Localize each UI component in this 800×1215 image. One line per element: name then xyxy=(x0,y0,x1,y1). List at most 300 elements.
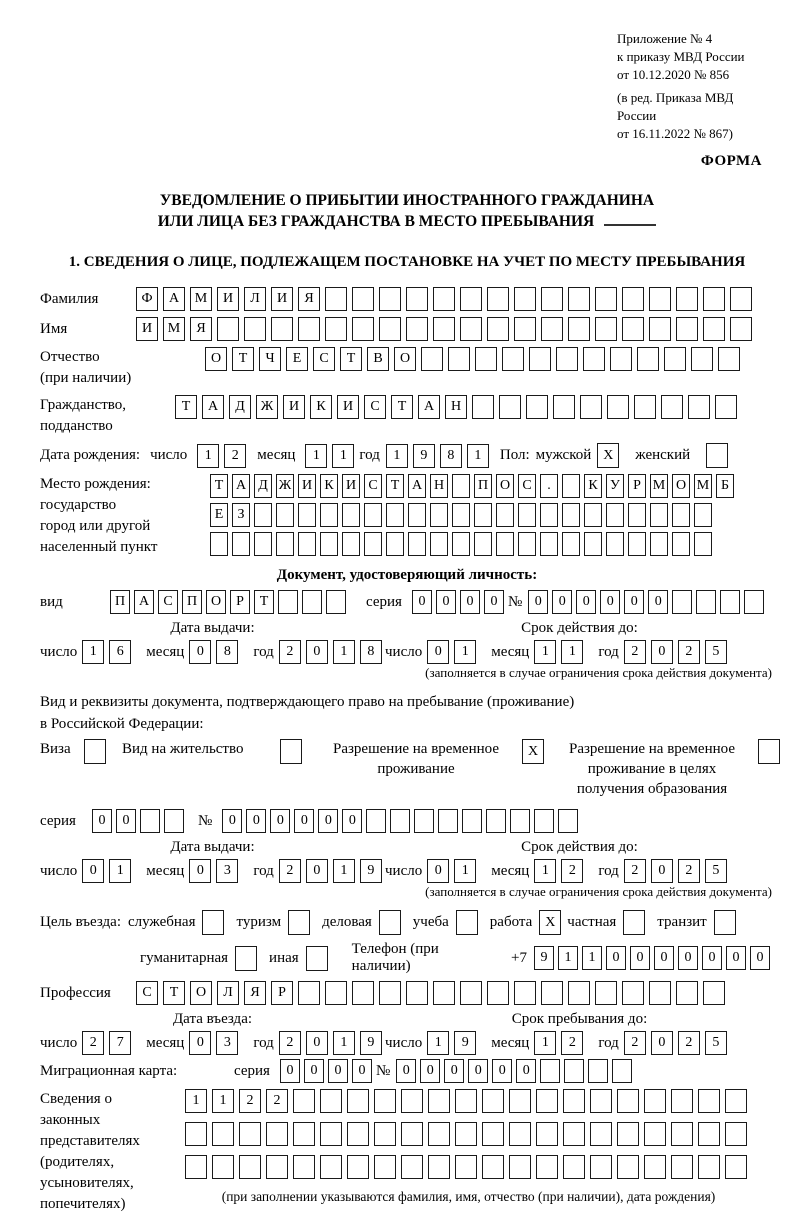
char-box[interactable] xyxy=(482,1122,504,1146)
char-box[interactable] xyxy=(347,1089,369,1113)
char-box[interactable] xyxy=(725,1122,747,1146)
char-box[interactable] xyxy=(590,1122,612,1146)
char-box[interactable]: 0 xyxy=(246,809,266,833)
char-box[interactable] xyxy=(320,1122,342,1146)
char-box[interactable] xyxy=(293,1155,315,1179)
char-box[interactable] xyxy=(580,395,602,419)
char-box[interactable]: О xyxy=(206,590,226,614)
char-box[interactable] xyxy=(622,287,644,311)
char-box[interactable] xyxy=(428,1089,450,1113)
char-box[interactable]: М xyxy=(694,474,712,498)
char-box[interactable]: С xyxy=(158,590,178,614)
purpose-other-checkbox[interactable] xyxy=(306,946,328,971)
char-box[interactable] xyxy=(691,347,713,371)
char-box[interactable] xyxy=(676,317,698,341)
char-box[interactable]: 0 xyxy=(552,590,572,614)
char-box[interactable] xyxy=(462,809,482,833)
char-box[interactable] xyxy=(374,1155,396,1179)
char-box[interactable]: 1 xyxy=(467,444,489,468)
char-box[interactable] xyxy=(588,1059,608,1083)
char-box[interactable] xyxy=(694,532,712,556)
char-box[interactable] xyxy=(606,532,624,556)
char-box[interactable]: Т xyxy=(232,347,254,371)
char-box[interactable]: Д xyxy=(254,474,272,498)
char-box[interactable]: Ж xyxy=(276,474,294,498)
char-box[interactable]: 3 xyxy=(216,1031,238,1055)
char-box[interactable] xyxy=(672,590,692,614)
char-box[interactable] xyxy=(518,532,536,556)
char-box[interactable]: О xyxy=(496,474,514,498)
purpose-humanitarian-checkbox[interactable] xyxy=(235,946,257,971)
char-box[interactable] xyxy=(698,1122,720,1146)
char-box[interactable] xyxy=(298,503,316,527)
char-box[interactable] xyxy=(455,1089,477,1113)
char-box[interactable] xyxy=(584,503,602,527)
char-box[interactable] xyxy=(406,287,428,311)
char-box[interactable]: 1 xyxy=(109,859,131,883)
char-box[interactable] xyxy=(379,317,401,341)
char-box[interactable]: 2 xyxy=(678,640,700,664)
char-box[interactable]: А xyxy=(408,474,426,498)
char-box[interactable]: 0 xyxy=(92,809,112,833)
char-box[interactable]: 1 xyxy=(82,640,104,664)
char-box[interactable] xyxy=(271,317,293,341)
char-box[interactable]: 0 xyxy=(427,640,449,664)
char-box[interactable]: 2 xyxy=(624,640,646,664)
char-box[interactable]: 0 xyxy=(328,1059,348,1083)
char-box[interactable] xyxy=(320,503,338,527)
char-box[interactable] xyxy=(650,503,668,527)
char-box[interactable]: 0 xyxy=(420,1059,440,1083)
char-box[interactable]: 0 xyxy=(304,1059,324,1083)
char-box[interactable]: И xyxy=(342,474,360,498)
char-box[interactable]: 9 xyxy=(360,1031,382,1055)
char-box[interactable]: 7 xyxy=(109,1031,131,1055)
char-box[interactable] xyxy=(671,1155,693,1179)
char-box[interactable] xyxy=(254,532,272,556)
char-box[interactable]: 0 xyxy=(396,1059,416,1083)
char-box[interactable]: П xyxy=(474,474,492,498)
char-box[interactable]: 0 xyxy=(427,859,449,883)
char-box[interactable] xyxy=(325,981,347,1005)
char-box[interactable]: 9 xyxy=(454,1031,476,1055)
char-box[interactable] xyxy=(266,1155,288,1179)
char-box[interactable]: У xyxy=(606,474,624,498)
char-box[interactable] xyxy=(401,1122,423,1146)
char-box[interactable]: . xyxy=(540,474,558,498)
char-box[interactable]: И xyxy=(271,287,293,311)
char-box[interactable] xyxy=(390,809,410,833)
char-box[interactable] xyxy=(430,503,448,527)
char-box[interactable]: 1 xyxy=(332,444,354,468)
char-box[interactable] xyxy=(644,1089,666,1113)
char-box[interactable] xyxy=(408,532,426,556)
char-box[interactable] xyxy=(694,503,712,527)
char-box[interactable] xyxy=(514,317,536,341)
char-box[interactable] xyxy=(562,503,580,527)
char-box[interactable]: 1 xyxy=(454,640,476,664)
char-box[interactable] xyxy=(698,1155,720,1179)
char-box[interactable]: 9 xyxy=(534,946,554,970)
purpose-transit-checkbox[interactable] xyxy=(714,910,736,935)
char-box[interactable]: 0 xyxy=(600,590,620,614)
char-box[interactable] xyxy=(374,1122,396,1146)
char-box[interactable]: 8 xyxy=(216,640,238,664)
char-box[interactable]: А xyxy=(232,474,250,498)
char-box[interactable] xyxy=(455,1155,477,1179)
char-box[interactable] xyxy=(140,809,160,833)
char-box[interactable] xyxy=(644,1155,666,1179)
char-box[interactable] xyxy=(452,532,470,556)
char-box[interactable] xyxy=(534,809,554,833)
char-box[interactable]: Е xyxy=(210,503,228,527)
char-box[interactable] xyxy=(725,1089,747,1113)
char-box[interactable]: 0 xyxy=(116,809,136,833)
char-box[interactable] xyxy=(472,395,494,419)
char-box[interactable]: Н xyxy=(430,474,448,498)
char-box[interactable]: 0 xyxy=(306,1031,328,1055)
char-box[interactable] xyxy=(628,532,646,556)
char-box[interactable]: 2 xyxy=(279,859,301,883)
char-box[interactable] xyxy=(276,532,294,556)
char-box[interactable]: 0 xyxy=(750,946,770,970)
char-box[interactable] xyxy=(475,347,497,371)
char-box[interactable]: Я xyxy=(244,981,266,1005)
char-box[interactable] xyxy=(637,347,659,371)
char-box[interactable] xyxy=(347,1122,369,1146)
char-box[interactable]: А xyxy=(163,287,185,311)
char-box[interactable] xyxy=(499,395,521,419)
char-box[interactable]: 1 xyxy=(558,946,578,970)
char-box[interactable]: З xyxy=(232,503,250,527)
char-box[interactable] xyxy=(541,317,563,341)
char-box[interactable]: 0 xyxy=(270,809,290,833)
char-box[interactable] xyxy=(487,287,509,311)
char-box[interactable] xyxy=(217,317,239,341)
char-box[interactable]: Л xyxy=(244,287,266,311)
char-box[interactable]: 0 xyxy=(412,590,432,614)
char-box[interactable]: 1 xyxy=(197,444,219,468)
char-box[interactable] xyxy=(553,395,575,419)
char-box[interactable] xyxy=(563,1122,585,1146)
char-box[interactable] xyxy=(725,1155,747,1179)
char-box[interactable] xyxy=(509,1155,531,1179)
char-box[interactable] xyxy=(496,532,514,556)
char-box[interactable]: Р xyxy=(271,981,293,1005)
char-box[interactable]: А xyxy=(418,395,440,419)
char-box[interactable]: 1 xyxy=(534,1031,556,1055)
char-box[interactable] xyxy=(379,981,401,1005)
char-box[interactable] xyxy=(622,981,644,1005)
char-box[interactable] xyxy=(583,347,605,371)
char-box[interactable]: 8 xyxy=(360,640,382,664)
char-box[interactable] xyxy=(590,1089,612,1113)
char-box[interactable] xyxy=(730,317,752,341)
char-box[interactable]: 1 xyxy=(534,859,556,883)
char-box[interactable] xyxy=(352,287,374,311)
char-box[interactable]: 0 xyxy=(678,946,698,970)
char-box[interactable] xyxy=(374,1089,396,1113)
char-box[interactable] xyxy=(401,1155,423,1179)
char-box[interactable] xyxy=(487,317,509,341)
char-box[interactable]: 1 xyxy=(333,1031,355,1055)
char-box[interactable] xyxy=(703,287,725,311)
char-box[interactable] xyxy=(342,532,360,556)
char-box[interactable] xyxy=(617,1155,639,1179)
char-box[interactable]: О xyxy=(190,981,212,1005)
visa-checkbox[interactable] xyxy=(84,739,106,764)
char-box[interactable] xyxy=(664,347,686,371)
char-box[interactable] xyxy=(366,809,386,833)
char-box[interactable] xyxy=(617,1089,639,1113)
char-box[interactable] xyxy=(254,503,272,527)
char-box[interactable] xyxy=(298,981,320,1005)
char-box[interactable] xyxy=(540,532,558,556)
char-box[interactable] xyxy=(474,503,492,527)
char-box[interactable]: О xyxy=(205,347,227,371)
purpose-tourism-checkbox[interactable] xyxy=(288,910,310,935)
char-box[interactable] xyxy=(529,347,551,371)
char-box[interactable] xyxy=(558,809,578,833)
sex-male-checkbox[interactable]: X xyxy=(597,443,619,468)
char-box[interactable]: 0 xyxy=(576,590,596,614)
char-box[interactable]: Ж xyxy=(256,395,278,419)
char-box[interactable]: Е xyxy=(286,347,308,371)
char-box[interactable]: Т xyxy=(340,347,362,371)
char-box[interactable]: П xyxy=(110,590,130,614)
char-box[interactable] xyxy=(617,1122,639,1146)
char-box[interactable]: 0 xyxy=(318,809,338,833)
char-box[interactable]: Ч xyxy=(259,347,281,371)
char-box[interactable] xyxy=(536,1155,558,1179)
char-box[interactable] xyxy=(502,347,524,371)
char-box[interactable]: 0 xyxy=(528,590,548,614)
char-box[interactable] xyxy=(433,317,455,341)
char-box[interactable] xyxy=(672,532,690,556)
char-box[interactable]: 2 xyxy=(624,859,646,883)
char-box[interactable] xyxy=(606,503,624,527)
char-box[interactable]: Т xyxy=(175,395,197,419)
char-box[interactable] xyxy=(720,590,740,614)
char-box[interactable] xyxy=(540,503,558,527)
char-box[interactable]: 0 xyxy=(352,1059,372,1083)
char-box[interactable]: Т xyxy=(254,590,274,614)
char-box[interactable] xyxy=(482,1089,504,1113)
char-box[interactable]: 1 xyxy=(333,859,355,883)
char-box[interactable] xyxy=(320,1155,342,1179)
char-box[interactable]: Р xyxy=(230,590,250,614)
char-box[interactable]: А xyxy=(202,395,224,419)
char-box[interactable] xyxy=(352,981,374,1005)
char-box[interactable]: О xyxy=(394,347,416,371)
char-box[interactable] xyxy=(276,503,294,527)
char-box[interactable] xyxy=(212,1155,234,1179)
char-box[interactable]: 2 xyxy=(624,1031,646,1055)
char-box[interactable] xyxy=(676,981,698,1005)
char-box[interactable]: Д xyxy=(229,395,251,419)
char-box[interactable] xyxy=(541,981,563,1005)
char-box[interactable] xyxy=(703,981,725,1005)
char-box[interactable]: Л xyxy=(217,981,239,1005)
char-box[interactable]: 0 xyxy=(460,590,480,614)
char-box[interactable]: 5 xyxy=(705,859,727,883)
char-box[interactable] xyxy=(595,317,617,341)
char-box[interactable]: С xyxy=(364,474,382,498)
char-box[interactable] xyxy=(650,532,668,556)
char-box[interactable]: 1 xyxy=(386,444,408,468)
char-box[interactable] xyxy=(460,287,482,311)
char-box[interactable] xyxy=(703,317,725,341)
char-box[interactable]: 0 xyxy=(222,809,242,833)
char-box[interactable]: 3 xyxy=(216,859,238,883)
char-box[interactable] xyxy=(595,287,617,311)
char-box[interactable] xyxy=(293,1122,315,1146)
char-box[interactable]: К xyxy=(320,474,338,498)
purpose-business-checkbox[interactable] xyxy=(379,910,401,935)
char-box[interactable] xyxy=(634,395,656,419)
char-box[interactable]: В xyxy=(367,347,389,371)
char-box[interactable] xyxy=(595,981,617,1005)
char-box[interactable] xyxy=(185,1122,207,1146)
char-box[interactable]: И xyxy=(283,395,305,419)
char-box[interactable] xyxy=(386,532,404,556)
char-box[interactable] xyxy=(401,1089,423,1113)
residence-permit-checkbox[interactable] xyxy=(280,739,302,764)
char-box[interactable]: 2 xyxy=(678,859,700,883)
char-box[interactable] xyxy=(325,317,347,341)
char-box[interactable] xyxy=(386,503,404,527)
char-box[interactable]: К xyxy=(310,395,332,419)
char-box[interactable] xyxy=(406,981,428,1005)
char-box[interactable]: Т xyxy=(210,474,228,498)
char-box[interactable]: 0 xyxy=(654,946,674,970)
temp-residence-checkbox[interactable]: X xyxy=(522,739,544,764)
char-box[interactable]: 0 xyxy=(189,859,211,883)
char-box[interactable] xyxy=(541,287,563,311)
char-box[interactable]: 0 xyxy=(436,590,456,614)
char-box[interactable] xyxy=(536,1089,558,1113)
char-box[interactable]: 0 xyxy=(189,640,211,664)
char-box[interactable]: 0 xyxy=(189,1031,211,1055)
char-box[interactable] xyxy=(460,981,482,1005)
char-box[interactable] xyxy=(406,317,428,341)
char-box[interactable] xyxy=(325,287,347,311)
char-box[interactable] xyxy=(320,1089,342,1113)
char-box[interactable]: 2 xyxy=(224,444,246,468)
char-box[interactable]: Я xyxy=(298,287,320,311)
char-box[interactable] xyxy=(496,503,514,527)
char-box[interactable] xyxy=(239,1122,261,1146)
char-box[interactable] xyxy=(509,1089,531,1113)
char-box[interactable]: 0 xyxy=(306,859,328,883)
char-box[interactable] xyxy=(448,347,470,371)
char-box[interactable]: 0 xyxy=(342,809,362,833)
char-box[interactable] xyxy=(730,287,752,311)
char-box[interactable]: М xyxy=(650,474,668,498)
char-box[interactable] xyxy=(590,1155,612,1179)
char-box[interactable] xyxy=(379,287,401,311)
char-box[interactable] xyxy=(518,503,536,527)
char-box[interactable] xyxy=(164,809,184,833)
char-box[interactable] xyxy=(364,503,382,527)
char-box[interactable]: 0 xyxy=(280,1059,300,1083)
char-box[interactable] xyxy=(428,1122,450,1146)
char-box[interactable] xyxy=(482,1155,504,1179)
char-box[interactable]: 6 xyxy=(109,640,131,664)
char-box[interactable] xyxy=(562,474,580,498)
char-box[interactable]: 0 xyxy=(516,1059,536,1083)
char-box[interactable]: 2 xyxy=(561,1031,583,1055)
char-box[interactable] xyxy=(266,1122,288,1146)
char-box[interactable] xyxy=(232,532,250,556)
char-box[interactable] xyxy=(509,1122,531,1146)
char-box[interactable]: Т xyxy=(386,474,404,498)
char-box[interactable] xyxy=(347,1155,369,1179)
char-box[interactable] xyxy=(649,317,671,341)
char-box[interactable] xyxy=(278,590,298,614)
char-box[interactable]: Я xyxy=(190,317,212,341)
char-box[interactable]: 1 xyxy=(582,946,602,970)
purpose-work-checkbox[interactable]: X xyxy=(539,910,561,935)
char-box[interactable] xyxy=(486,809,506,833)
char-box[interactable] xyxy=(568,287,590,311)
char-box[interactable] xyxy=(649,981,671,1005)
char-box[interactable]: И xyxy=(337,395,359,419)
char-box[interactable]: М xyxy=(163,317,185,341)
char-box[interactable] xyxy=(514,287,536,311)
char-box[interactable]: 2 xyxy=(82,1031,104,1055)
char-box[interactable]: 1 xyxy=(185,1089,207,1113)
char-box[interactable] xyxy=(320,532,338,556)
char-box[interactable] xyxy=(540,1059,560,1083)
char-box[interactable] xyxy=(584,532,602,556)
char-box[interactable]: 0 xyxy=(444,1059,464,1083)
char-box[interactable] xyxy=(298,532,316,556)
char-box[interactable]: 0 xyxy=(82,859,104,883)
char-box[interactable]: 0 xyxy=(648,590,668,614)
char-box[interactable] xyxy=(298,317,320,341)
char-box[interactable] xyxy=(460,317,482,341)
char-box[interactable]: С xyxy=(518,474,536,498)
char-box[interactable]: 0 xyxy=(651,1031,673,1055)
char-box[interactable] xyxy=(644,1122,666,1146)
char-box[interactable] xyxy=(696,590,716,614)
char-box[interactable]: Ф xyxy=(136,287,158,311)
char-box[interactable]: О xyxy=(672,474,690,498)
char-box[interactable]: 9 xyxy=(413,444,435,468)
char-box[interactable]: 1 xyxy=(427,1031,449,1055)
char-box[interactable]: И xyxy=(136,317,158,341)
char-box[interactable] xyxy=(564,1059,584,1083)
char-box[interactable]: 1 xyxy=(212,1089,234,1113)
char-box[interactable] xyxy=(676,287,698,311)
char-box[interactable]: 0 xyxy=(651,859,673,883)
char-box[interactable]: С xyxy=(313,347,335,371)
char-box[interactable] xyxy=(244,317,266,341)
purpose-study-checkbox[interactable] xyxy=(456,910,478,935)
char-box[interactable] xyxy=(433,287,455,311)
char-box[interactable] xyxy=(455,1122,477,1146)
char-box[interactable] xyxy=(563,1155,585,1179)
char-box[interactable] xyxy=(438,809,458,833)
char-box[interactable]: И xyxy=(298,474,316,498)
char-box[interactable]: 0 xyxy=(492,1059,512,1083)
char-box[interactable]: Б xyxy=(716,474,734,498)
char-box[interactable] xyxy=(414,809,434,833)
char-box[interactable] xyxy=(672,503,690,527)
char-box[interactable] xyxy=(526,395,548,419)
char-box[interactable]: 2 xyxy=(279,640,301,664)
